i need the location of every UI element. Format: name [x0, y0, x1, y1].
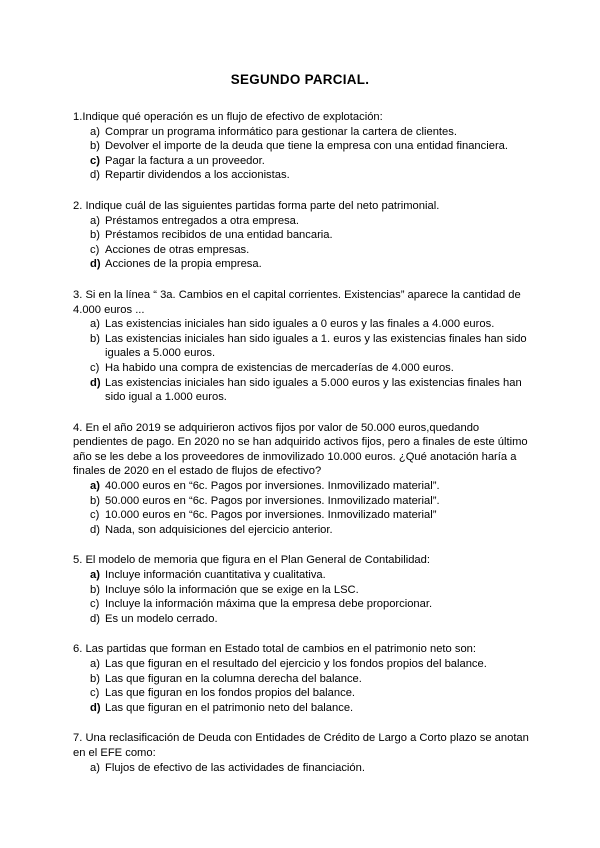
option-text: Incluye información cuantitativa y cualitativa. [105, 569, 326, 582]
option-d [73, 376, 535, 405]
option-text: Repartir dividendos a los accionistas. [105, 169, 290, 182]
option-b [73, 672, 535, 687]
option-letter: d) [90, 169, 100, 182]
option-letter: b) [90, 332, 100, 345]
option-text: 50.000 euros en “6c. Pagos por inversiones. Inmovilizado material”. [105, 494, 440, 507]
option-letter: d) [90, 612, 100, 625]
option-text: Es un modelo cerrado. [105, 612, 218, 625]
option-letter: c) [90, 154, 100, 167]
option-b [73, 583, 535, 598]
option-a [73, 568, 535, 583]
option-a [73, 657, 535, 672]
option-text: Las que figuran en la columna derecha del balance. [105, 672, 362, 685]
question-list [73, 110, 535, 791]
question-text: 7. Una reclasificación de Deuda con Entidades de Crédito de Largo a Corto plazo se anotan en el EFE como: [73, 732, 529, 759]
option-list [73, 568, 535, 626]
option-letter: d) [90, 376, 101, 389]
option-letter: d) [90, 258, 101, 271]
option-letter: a) [90, 658, 100, 670]
question-3 [73, 288, 535, 405]
question-text: 6. Las partidas que forman en Estado total de cambios en el patrimonio neto son: [73, 643, 476, 656]
option-a [73, 479, 535, 494]
question-4 [73, 421, 535, 538]
option-a [73, 214, 535, 229]
option-c [73, 154, 535, 169]
option-list [73, 657, 535, 715]
option-letter: b) [90, 672, 100, 685]
option-letter: a) [90, 569, 100, 582]
option-text: 40.000 euros en “6c. Pagos por inversiones. Inmovilizado material”. [105, 480, 440, 493]
option-letter: d) [90, 701, 101, 714]
question-5 [73, 553, 535, 626]
option-letter: a) [90, 480, 100, 493]
option-c [73, 686, 535, 701]
option-d [73, 523, 535, 538]
option-letter: b) [90, 229, 100, 242]
option-text: Las existencias iniciales han sido iguales a 0 euros y las finales a 4.000 euros. [105, 318, 495, 331]
option-d [73, 701, 535, 716]
option-letter: b) [90, 494, 100, 507]
option-text: Préstamos recibidos de una entidad bancaria. [105, 229, 333, 242]
option-letter: c) [90, 598, 100, 611]
option-letter: b) [90, 140, 100, 153]
option-text: Flujos de efectivo de las actividades de financiación. [105, 761, 365, 774]
option-text: Ha habido una compra de existencias de mercaderías de 4.000 euros. [105, 361, 454, 374]
option-letter: c) [90, 687, 100, 700]
option-letter: a) [90, 318, 100, 331]
option-list [73, 317, 535, 405]
option-d [73, 257, 535, 272]
option-d [73, 168, 535, 183]
question-2 [73, 199, 535, 272]
question-text: 2. Indique cuál de las siguientes partidas forma parte del neto patrimonial. [73, 199, 440, 212]
option-text: Préstamos entregados a otra empresa. [105, 214, 300, 227]
option-c [73, 361, 535, 376]
option-text: Las que figuran en los fondos propios del balance. [105, 687, 356, 700]
option-letter: d) [90, 523, 100, 536]
question-7 [73, 731, 535, 775]
option-text: Acciones de otras empresas. [105, 243, 250, 256]
option-letter: a) [90, 214, 100, 227]
option-c [73, 243, 535, 258]
option-b [73, 228, 535, 243]
option-text: Las existencias iniciales han sido iguales a 5.000 euros y las existencias finales han sido igual a 1.000 euros. [105, 376, 522, 404]
option-list [73, 214, 535, 272]
option-a [73, 761, 535, 776]
option-text: Las que figuran en el resultado del ejercicio y los fondos propios del balance. [105, 658, 487, 670]
option-letter: a) [90, 761, 100, 774]
option-list [73, 479, 535, 537]
option-text: Incluye la información máxima que la empresa debe proporcionar. [105, 598, 433, 611]
option-list [73, 125, 535, 183]
option-b [73, 139, 535, 154]
option-a [73, 317, 535, 332]
option-d [73, 612, 535, 627]
question-6 [73, 642, 535, 715]
question-text: 1.Indique qué operación es un flujo de efectivo de explotación: [73, 111, 383, 123]
question-1 [73, 110, 535, 183]
option-b [73, 332, 535, 361]
question-text: 3. Si en la línea “ 3a. Cambios en el capital corrientes. Existencias” aparece la cantidad de 4.000 euros ... [73, 288, 521, 316]
option-letter: c) [90, 361, 100, 374]
option-text: Incluye sólo la información que se exige en la LSC. [105, 583, 359, 596]
option-list [73, 761, 535, 776]
option-b [73, 494, 535, 509]
option-text: Las existencias iniciales han sido iguales a 1. euros y las existencias finales han sido iguales a 5.000 euros. [105, 332, 527, 360]
option-letter: a) [90, 125, 100, 138]
question-text: 5. El modelo de memoria que figura en el Plan General de Contabilidad: [73, 554, 430, 567]
option-a [73, 125, 535, 140]
option-letter: b) [90, 583, 100, 596]
option-letter: c) [90, 243, 100, 256]
option-text: Devolver el importe de la deuda que tiene la empresa con una entidad financiera. [105, 140, 509, 153]
option-text: Acciones de la propia empresa. [105, 258, 262, 271]
option-c [73, 508, 535, 523]
page-title: SEGUNDO PARCIAL. [230, 72, 370, 87]
option-text: Comprar un programa informático para gestionar la cartera de clientes. [105, 125, 457, 138]
option-text: 10.000 euros en “6c. Pagos por inversiones. Inmovilizado material” [105, 509, 437, 522]
question-text: 4. En el año 2019 se adquirieron activos fijos por valor de 50.000 euros,quedando pendientes de pago. En 2020 no se han adquirido activos fijos, pero a finales de este último año se les debe a los proveedores de inmovilizado 10.000 euros. ¿Qué anotación haría a finales de 2020 en el estado de flujos de efectivo? [73, 421, 528, 478]
option-c [73, 597, 535, 612]
option-letter: c) [90, 509, 100, 522]
option-text: Pagar la factura a un proveedor. [105, 154, 265, 167]
option-text: Las que figuran en el patrimonio neto del balance. [105, 701, 354, 714]
option-text: Nada, son adquisiciones del ejercicio anterior. [105, 523, 333, 536]
